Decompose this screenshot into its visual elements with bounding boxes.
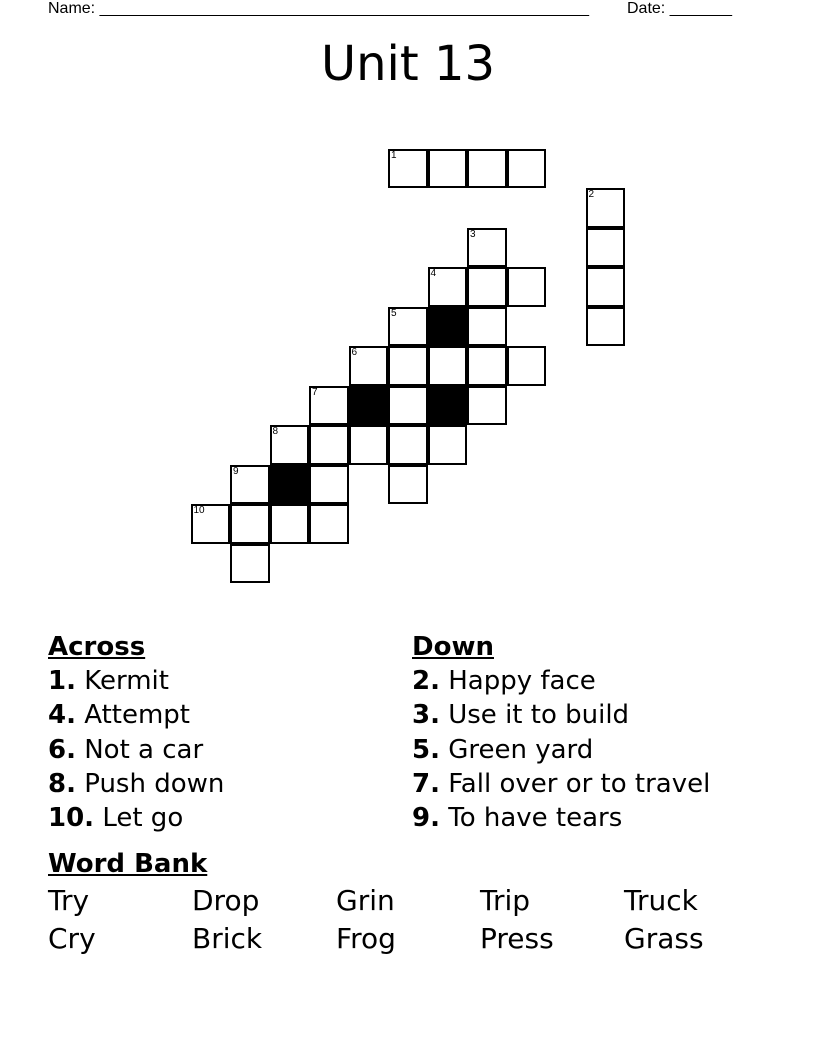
grid-cell[interactable] — [586, 188, 626, 228]
grid-cell[interactable] — [467, 149, 507, 189]
word-bank-word: Grass — [624, 922, 704, 955]
page-title: Unit 13 — [320, 36, 496, 92]
clue-number: 10 — [193, 505, 205, 516]
word-bank — [48, 884, 768, 960]
across-clue-4: 4. Attempt — [48, 700, 190, 731]
block-cell — [270, 465, 310, 505]
grid-cell[interactable] — [507, 149, 547, 189]
down-clue-7: 7. Fall over or to travel — [412, 768, 711, 799]
down-clue-5: 5. Green yard — [412, 734, 594, 765]
grid-cell[interactable] — [467, 386, 507, 426]
down-clue-9: 9. To have tears — [412, 803, 623, 834]
block-cell — [428, 386, 468, 426]
word-bank-word: Try — [48, 884, 90, 917]
grid-cell[interactable] — [230, 544, 270, 584]
across-clue-6: 6. Not a car — [48, 734, 204, 765]
grid-cell[interactable] — [349, 346, 389, 386]
across-clue-8: 8. Push down — [48, 768, 225, 799]
clue-number: 6 — [351, 347, 358, 358]
clue-number: 8 — [272, 426, 279, 437]
grid-cell[interactable] — [467, 307, 507, 347]
grid-cell[interactable] — [388, 386, 428, 426]
grid-cell[interactable] — [388, 307, 428, 347]
grid-cell[interactable] — [388, 465, 428, 505]
grid-cell[interactable] — [507, 267, 547, 307]
grid-cell[interactable] — [507, 346, 547, 386]
name-field[interactable]: Name: _______________________________________________________ — [48, 0, 589, 17]
word-bank-word: Press — [480, 922, 554, 955]
grid-cell[interactable] — [467, 267, 507, 307]
down-heading: Down — [412, 632, 494, 662]
clue-number: 3 — [470, 228, 476, 240]
word-bank-heading: Word Bank — [48, 849, 208, 879]
grid-cell[interactable] — [388, 346, 428, 386]
grid-cell[interactable] — [270, 425, 310, 465]
clue-number: 9 — [233, 465, 239, 477]
word-bank-word: Drop — [192, 884, 260, 917]
word-bank-word: Truck — [624, 884, 698, 917]
grid-cell[interactable] — [230, 465, 270, 505]
grid-cell[interactable] — [428, 425, 468, 465]
grid-cell[interactable] — [349, 425, 389, 465]
grid-cell[interactable] — [270, 504, 310, 544]
grid-cell[interactable] — [230, 504, 270, 544]
down-clue-3: 3. Use it to build — [412, 700, 630, 731]
grid-cell[interactable] — [309, 504, 349, 544]
clue-number: 1 — [391, 149, 397, 161]
word-bank-word: Trip — [480, 884, 531, 917]
word-bank-word: Brick — [192, 922, 263, 955]
word-bank-word: Cry — [48, 922, 96, 955]
grid-cell[interactable] — [467, 228, 507, 268]
date-field[interactable]: Date: _______ — [627, 0, 732, 17]
down-clue-2: 2. Happy face — [412, 666, 596, 696]
word-bank-word: Frog — [336, 922, 396, 955]
clue-number: 5 — [391, 307, 397, 319]
grid-cell[interactable] — [309, 425, 349, 465]
across-clue-1: 1. Kermit — [48, 666, 169, 696]
clue-number: 7 — [312, 386, 318, 398]
grid-cell[interactable] — [467, 346, 507, 386]
grid-cell[interactable] — [191, 504, 231, 544]
grid-cell[interactable] — [428, 346, 468, 386]
clue-number: 2 — [588, 189, 595, 200]
grid-cell[interactable] — [586, 267, 626, 307]
block-cell — [428, 307, 468, 347]
block-cell — [349, 386, 389, 426]
clue-number: 4 — [430, 268, 437, 279]
grid-cell[interactable] — [309, 465, 349, 505]
across-heading: Across — [48, 632, 146, 662]
grid-cell[interactable] — [428, 267, 468, 307]
grid-cell[interactable] — [388, 149, 428, 189]
grid-cell[interactable] — [586, 307, 626, 347]
across-clue-10: 10. Let go — [48, 803, 184, 834]
grid-cell[interactable] — [309, 386, 349, 426]
across-clues — [48, 630, 224, 835]
word-bank-word: Grin — [336, 884, 395, 917]
grid-cell[interactable] — [586, 228, 626, 268]
down-clues — [412, 630, 710, 835]
grid-cell[interactable] — [388, 425, 428, 465]
grid-cell[interactable] — [428, 149, 468, 189]
